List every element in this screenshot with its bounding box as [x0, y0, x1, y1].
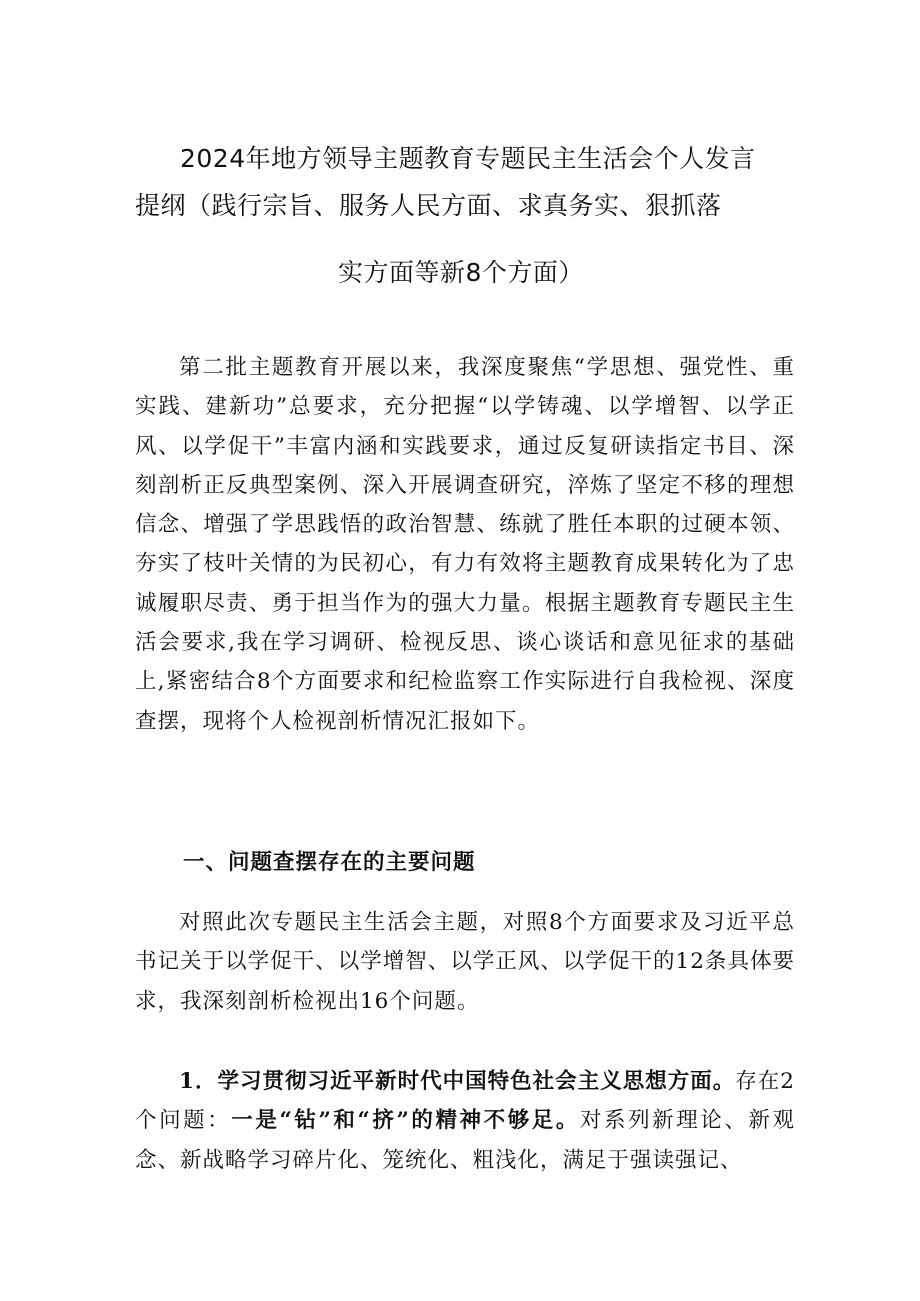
document-title-line-3: 实方面等新8个方面）: [338, 258, 584, 287]
section-heading-1: 一、问题查摆存在的主要问题: [183, 850, 476, 875]
item-1-text-a: 存在2个问题：: [135, 1069, 795, 1134]
section-1-paragraph: 对照此次专题民主生活会主题，对照8个方面要求及习近平总书记关于以学促干、以学增智、以学正风、以学促干的12条具体要求，我深刻剖析检视出16个问题。: [135, 910, 795, 1014]
intro-paragraph: 第二批主题教育开展以来，我深度聚焦“学思想、强党性、重实践、建新功”总要求，充分把握“以学铸魂、以学增智、以学正风、以学促干”丰富内涵和实践要求，通过反复研读指定书目、深刻剖析正反典型案例、深入开展调查研究，淬炼了坚定不移的理想信念、增强了学思践悟的政治智慧、练就了胜任本职的过硬本领、夯实了枝叶关情的为民初心，有力有效将主题教育成果转化为了忠诚履职尽责、勇于担当作为的强大力量。根据主题教育专题民主生活会要求,我在学习调研、检视反思、谈心谈话和意见征求的基础上,紧密结合8个方面要求和纪检监察工作实际进行自我检视、深度查摆，现将个人检视剖析情况汇报如下。: [135, 355, 795, 734]
item-1-heading: 1．学习贯彻习近平新时代中国特色社会主义思想方面。: [179, 1069, 736, 1094]
document-title-line-2: 提纲（践行宗旨、服务人民方面、求真务实、狠抓落: [135, 191, 722, 220]
document-title-line-1: 2024年地方领导主题教育专题民主生活会个人发言: [180, 144, 756, 173]
item-1-problem-1-heading: 一是“钻”和“挤”的精神不够足。: [231, 1108, 580, 1134]
item-1-text-b: 对系列新理论、新观念、新战略学习碎片化、笼统化、粗浅化，满足于强读强记、: [135, 1108, 795, 1173]
item-1-paragraph: [135, 1062, 795, 1180]
